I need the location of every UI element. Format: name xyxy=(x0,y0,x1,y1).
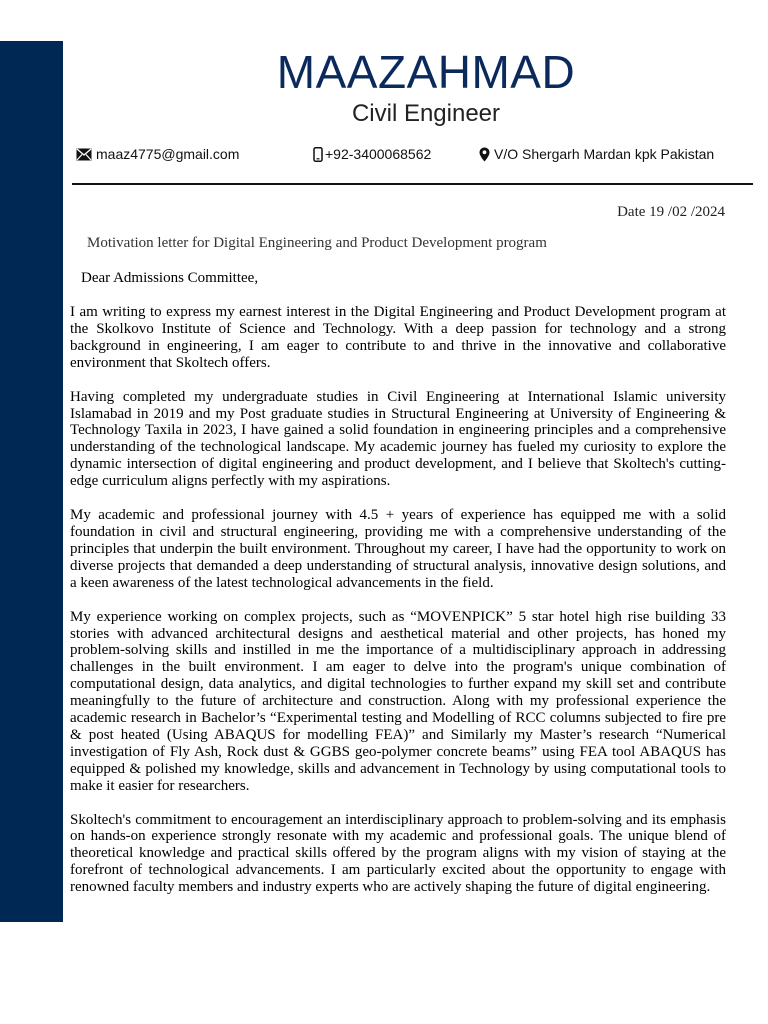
letter-salutation: Dear Admissions Committee, xyxy=(81,270,259,286)
letter-paragraph: I am writing to express my earnest interest in the Digital Engineering and Product Development program at the Skolkovo Institute of Science and Technology. With a deep passion for technology and a strong background in engineering, I am eager to contribute to and thrive in the innovative and collaborative environment that Skoltech offers. xyxy=(70,304,726,371)
letter-subject: Motivation letter for Digital Engineering and Product Development program xyxy=(87,235,547,251)
header-divider xyxy=(72,183,753,185)
letter-body xyxy=(70,304,726,913)
mobile-phone-icon xyxy=(313,147,323,162)
contact-phone xyxy=(313,144,431,164)
applicant-role: Civil Engineer xyxy=(351,100,501,127)
envelope-icon xyxy=(76,148,92,161)
location-pin-icon xyxy=(479,147,490,162)
phone-text: +92-3400068562 xyxy=(325,146,432,162)
letter-paragraph: My experience working on complex projects, such as “MOVENPICK” 5 star hotel high rise building 33 stories with advanced architectural designs and aesthetical material and other projects, has honed my problem-solving skills and instilled in me the importance of a multidisciplinary approach in addressing challenges in the built environment. I am eager to delve into the program's unique combination of computational design, data analytics, and digital technologies to further expand my skill set and contribute meaningfully to the future of architecture and construction. Along with my professional experience the academic research in Bachelor’s “Experimental testing and Modelling of RCC columns subjected to fire pre & post heated (Using ABAQUS for modelling FEA)” and Similarly my Master’s research “Numerical investigation of Fly Ash, Rock dust & GGBS geo-polymer concrete beams” using FEA tool ABAQUS has equipped & polished my knowledge, skills and advancement in Technology by using computational tools to make it easier for researchers. xyxy=(70,608,726,794)
address-text: V/O Shergarh Mardan kpk Pakistan xyxy=(494,146,715,162)
email-text: maaz4775@gmail.com xyxy=(96,146,240,162)
letter-paragraph: Skoltech's commitment to encouragement an interdisciplinary approach to problem-solving and its emphasis on hands-on experience strongly resonate with my academic and professional goals. The unique blend of theoretical knowledge and practical skills offered by the program aligns with my vision of staying at the forefront of technological advancements. I am particularly excited about the opportunity to engage with renowned faculty members and industry experts who are actively shaping the future of digital engineering. xyxy=(70,811,726,896)
letter-date: Date 19 /02 /2024 xyxy=(617,204,725,220)
letter-paragraph: My academic and professional journey with 4.5 + years of experience has equipped me with a solid foundation in civil and structural engineering, providing me with a comprehensive understanding of the principles that underpin the built environment. Throughout my career, I have had the opportunity to work on diverse projects that demanded a deep understanding of structural analysis, innovative design solutions, and a keen awareness of the latest technological advancements in the field. xyxy=(70,507,726,591)
contact-email xyxy=(76,144,239,164)
left-accent-bar xyxy=(0,41,63,922)
contact-address xyxy=(479,144,714,164)
applicant-name: MAAZAHMAD xyxy=(276,46,576,98)
letter-paragraph: Having completed my undergraduate studies in Civil Engineering at International Islamic university Islamabad in 2019 and my Post graduate studies in Structural Engineering at University of Engineering & Technology Taxila in 2023, I have gained a solid foundation in engineering principles and a comprehensive understanding of the technological landscape. My academic journey has fueled my curiosity to explore the dynamic intersection of digital engineering and product development, and I believe that Skoltech's cutting-edge curriculum aligns perfectly with my aspirations. xyxy=(70,388,726,490)
